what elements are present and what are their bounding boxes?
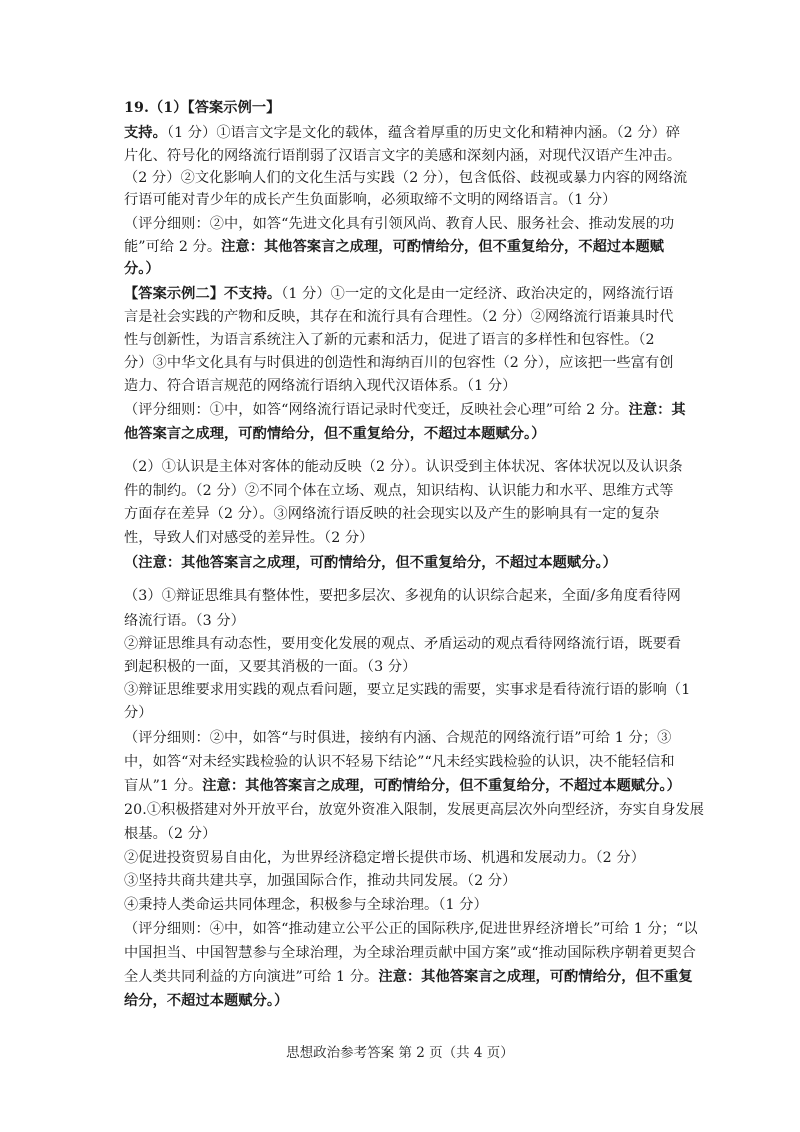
text-segment: 根基。（2 分） [124, 826, 217, 842]
text-line [124, 329, 655, 351]
text-line [124, 727, 671, 749]
text-segment: （评分细则：②中，如答“与时俱进，接纳有内涵、合规范的网络流行语”可给 1 分；③ [124, 730, 672, 746]
text-segment: ②辩证思维具有动态性，要用变化发展的观点、矛盾运动的观点看待网络流行语，既要看 [124, 636, 682, 652]
text-line [124, 503, 659, 525]
text-line [124, 775, 681, 797]
text-line [124, 799, 704, 821]
text-line [124, 283, 674, 305]
text-segment: ②促进投资贸易自由化，为世界经济稳定增长提供市场、机遇和发展动力。（2 分） [124, 850, 645, 866]
bold-text-segment: 支持。 [124, 125, 167, 141]
text-line [124, 918, 698, 940]
text-segment: （2）①认识是主体对客体的能动反映（2 分）。认识受到主体状况、客体状况以及认识条 [124, 459, 683, 475]
text-segment: （评分细则：②中，如答“先进文化具有引领风尚、教育人民、服务社会、推动发展的功 [124, 216, 675, 232]
text-line [124, 679, 690, 701]
text-line [124, 399, 686, 421]
text-segment: 方面存在差异（2 分）。③网络流行语反映的社会现实以及产生的影响具有一定的复杂 [124, 506, 660, 522]
text-line [124, 847, 645, 869]
page-footer: 思想政治参考答案 第 2 页（共 4 页） [286, 1045, 514, 1061]
text-segment: （1 分）①一定的文化是由一定经济、政治决定的，网络流行语 [281, 286, 674, 302]
bold-text-segment: 分。） [124, 261, 160, 277]
text-line [124, 751, 675, 773]
text-line [124, 610, 245, 632]
text-line [124, 823, 216, 845]
text-line [124, 870, 516, 892]
text-line [124, 894, 488, 916]
text-segment: 20.①积极搭建对外开放平台，放宽外资准入限制，发展更高层次外向型经济，夯实自身发展 [124, 802, 705, 818]
text-line [124, 352, 674, 374]
bold-text-segment: 他答案言之成理，可酌情给分，但不重复给分，不超过本题赋分。） [124, 426, 546, 442]
text-segment: 性与创新性，为语言系统注入了新的元素和活力，促进了语言的多样性和包容性。（2 [124, 332, 655, 348]
text-line [124, 942, 696, 964]
text-line [124, 213, 674, 235]
text-segment: 性，导致人们对感受的差异性。（2 分） [124, 530, 374, 546]
text-line [124, 97, 280, 119]
text-line [124, 966, 693, 988]
text-segment: （评分细则：①中，如答“网络流行语记录时代变迁，反映社会心理”可给 2 分。 [124, 402, 629, 418]
text-segment: 全人类共同利益的方向演进”可给 1 分。 [124, 969, 379, 985]
bold-text-segment: （注意：其他答案言之成理，可酌情给分，但不重复给分，不超过本题赋分。） [124, 555, 617, 571]
text-segment: （评分细则：④中，如答“推动建立公平公正的国际秩序,促进世界经济增长”可给 1 分；“以 [124, 921, 698, 937]
text-line [124, 306, 674, 328]
text-line [124, 122, 680, 144]
text-line [124, 145, 681, 167]
text-segment: ④秉持人类命运共同体理念，积极参与全球治理。（1 分） [124, 897, 488, 913]
text-line [124, 702, 153, 724]
text-segment: 到起积极的一面，又要其消极的一面。（3 分） [124, 659, 417, 675]
text-segment: 分）③中华文化具有与时俱进的创造性和海纳百川的包容性（2 分），应该把一些富有创 [124, 355, 674, 371]
text-line [124, 656, 416, 678]
text-segment: 盲从”1 分。 [124, 778, 203, 794]
text-line [124, 258, 160, 280]
text-segment: （2 分）②文化影响人们的文化生活与实践（2 分），包含低俗、歧视或暴力内容的网络流 [124, 170, 688, 186]
text-segment: 中，如答“对未经实践检验的认识不轻易下结论”“凡未经实践检验的认识，决不能轻信和 [124, 754, 675, 770]
text-segment: 言是社会实践的产物和反映，其存在和流行具有合理性。（2 分）②网络流行语兼具时代 [124, 309, 674, 325]
text-line [124, 990, 288, 1012]
text-segment: 能”可给 2 分。 [124, 239, 222, 255]
text-segment: 片化、符号化的网络流行语削弱了汉语言文字的美感和深刻内涵，对现代汉语产生冲击。 [124, 148, 682, 164]
text-segment: 件的制约。（2 分）②不同个体在立场、观点，知识结构、认识能力和水平、思维方式等 [124, 483, 674, 499]
text-line [124, 236, 664, 258]
text-segment: 分） [124, 705, 153, 721]
bold-text-segment: 注意：其 [628, 402, 686, 418]
text-line [124, 456, 683, 478]
bold-text-segment: 【答案示例二】不支持。 [124, 286, 282, 302]
text-segment: （1 分）①语言文字是文化的载体，蕴含着厚重的历史文化和精神内涵。（2 分）碎 [166, 125, 681, 141]
text-line [124, 189, 616, 211]
bold-text-segment: 注意：其他答案言之成理，可酌情给分，但不重复给分，不超过本题赋分。） [202, 778, 681, 794]
text-line [124, 423, 546, 445]
text-segment: 中国担当、中国智慧参与全球治理，为全球治理贡献中国方案”或“推动国际秩序朝着更契合 [124, 945, 696, 961]
text-segment: ③坚持共商共建共享，加强国际合作，推动共同发展。（2 分） [124, 873, 517, 889]
bold-text-segment: 给分，不超过本题赋分。） [124, 993, 289, 1009]
bold-text-segment: 注意：其他答案言之成理，可酌情给分，但不重复给分，不超过本题赋 [221, 239, 665, 255]
text-segment: ③辩证思维要求用实践的观点看问题，要立足实践的需要，实事求是看待流行语的影响（1 [124, 682, 691, 698]
text-line [124, 552, 617, 574]
bold-text-segment: 19.（1）【答案示例一】 [124, 100, 281, 116]
text-line [124, 585, 681, 607]
text-segment: （3）①辩证思维具有整体性，要把多层次、多视角的认识综合起来，全面/多角度看待网 [124, 588, 681, 604]
text-line [124, 375, 516, 397]
text-line [124, 527, 374, 549]
text-segment: 行语可能对青少年的成长产生负面影响，必须取缔不文明的网络语言。（1 分） [124, 192, 617, 208]
text-segment: 络流行语。（3 分） [124, 613, 245, 629]
text-line [124, 633, 681, 655]
text-line [124, 480, 674, 502]
text-line [124, 167, 687, 189]
text-segment: 造力、符合语言规范的网络流行语纳入现代汉语体系。（1 分） [124, 378, 517, 394]
bold-text-segment: 注意：其他答案言之成理，可酌情给分，但不重复 [378, 969, 693, 985]
